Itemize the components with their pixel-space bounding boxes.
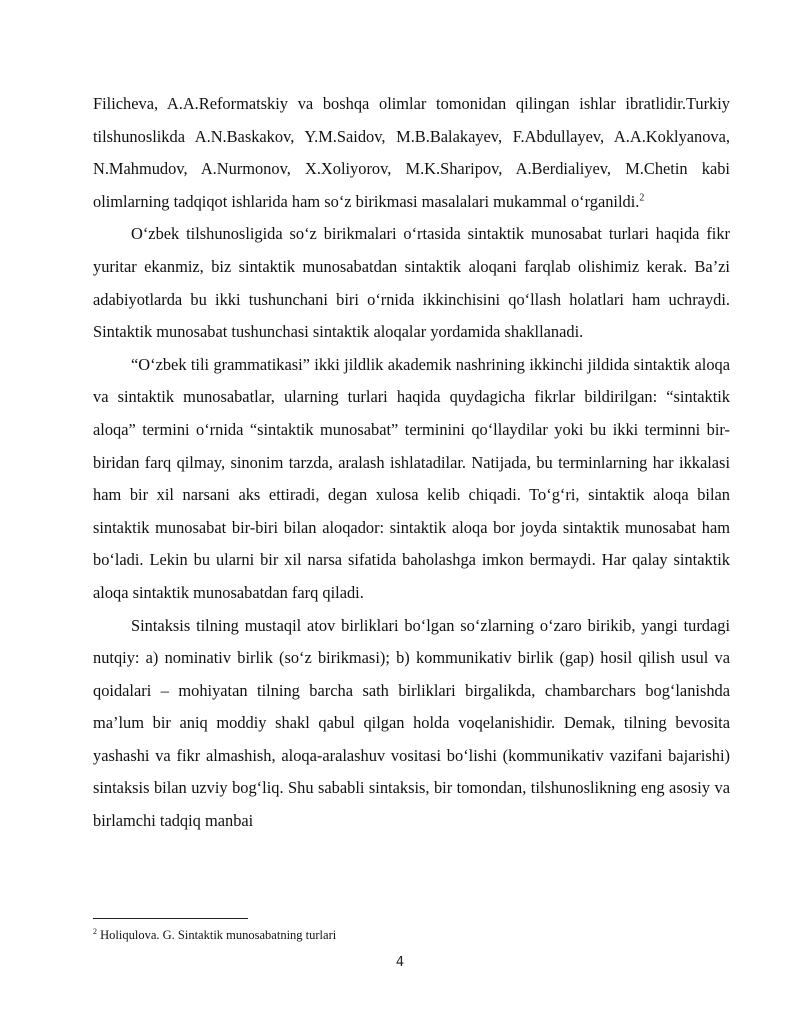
paragraph-2: O‘zbek tilshunosligida so‘z birikmalari o‘rtasida sintaktik munosabat turlari haqida fikr yuritar ekanmiz, biz sintaktik munosabatdan sintaktik aloqani farqlab olishimiz kerak. Ba’zi adabiyotlarda bu ikki tushunchani biri o‘rnida ikkinchisini qo‘llash holatlari ham uchraydi. Sintaktik munosabat tushunchasi sintaktik aloqalar yordamida shakllanadi. [93,224,730,342]
paragraph-4: Sintaksis tilning mustaqil atov birliklari bo‘lgan so‘zlarning o‘zaro birikib, yangi turdagi nutqiy: a) nominativ birlik (so‘z birikmasi); b) kommunikativ birlik (gap) hosil qilish usul va qoidalari – mohiyatan tilning barcha sath birliklari birgalikda, chambarchars bog‘lanishda ma’lum bir aniq moddiy shakl qabul qilgan holda voqelanishidir. Demak, tilning bevosita yashashi va fikr almashish, aloqa-aralashuv vositasi bo‘lishi (kommunikativ vazifani bajarishi) sintaksis bilan uzviy bog‘liq. Shu sababli sintaksis, bir tomondan, tilshunoslikning eng asosiy va birlamchi tadqiq manbai [93,615,730,831]
footnote-number: 2 [93,927,97,936]
document-body [93,88,730,838]
footnote [93,924,336,943]
paragraph-1-text: Filicheva, A.A.Reformatskiy va boshqa olimlar tomonidan qilingan ishlar ibratlidir.Turkiy tilshunoslikda A.N.Baskakov, Y.M.Saidov, M.B.Balakayev, F.Abdullayev, A.A.Koklyanova, N.Mahmudov, A.Nurmonov, X.Xoliyorov, M.K.Sharipov, A.Berdialiyev, M.Chetin kabi olimlarning tadqiqot ishlarida ham so‘z birikmasi masalalari mukammal o‘rganildi. [93,94,730,211]
paragraph-3: “O‘zbek tili grammatikasi” ikki jildlik akademik nashrining ikkinchi jildida sintaktik aloqa va sintaktik munosabatlar, ularning turlari haqida quydagicha fikrlar bildirilgan: “sintaktik aloqa” termini o‘rnida “sintaktik munosabat” terminini qo‘llaydilar yoki bu ikki terminni bir-biridan farq qilmay, sinonim tarzda, aralash ishlatadilar. Natijada, bu terminlarning har ikkalasi ham bir xil narsani aks ettiradi, degan xulosa kelib chiqadi. To‘g‘ri, sintaktik aloqa bilan sintaktik munosabat bir-biri bilan aloqador: sintaktik aloqa bor joyda sintaktik munosabat ham bo‘ladi. Lekin bu ularni bir xil narsa sifatida baholashga imkon bermaydi. Har qalay sintaktik aloqa sintaktik munosabatdan farq qiladi. [93,354,730,602]
footnote-separator [93,918,248,919]
footnote-reference[interactable]: 2 [639,192,645,204]
footnote-text: Holiqulova. G. Sintaktik munosabatning turlari [100,928,337,943]
page-number: 4 [395,955,405,970]
paragraph-1 [93,88,730,218]
